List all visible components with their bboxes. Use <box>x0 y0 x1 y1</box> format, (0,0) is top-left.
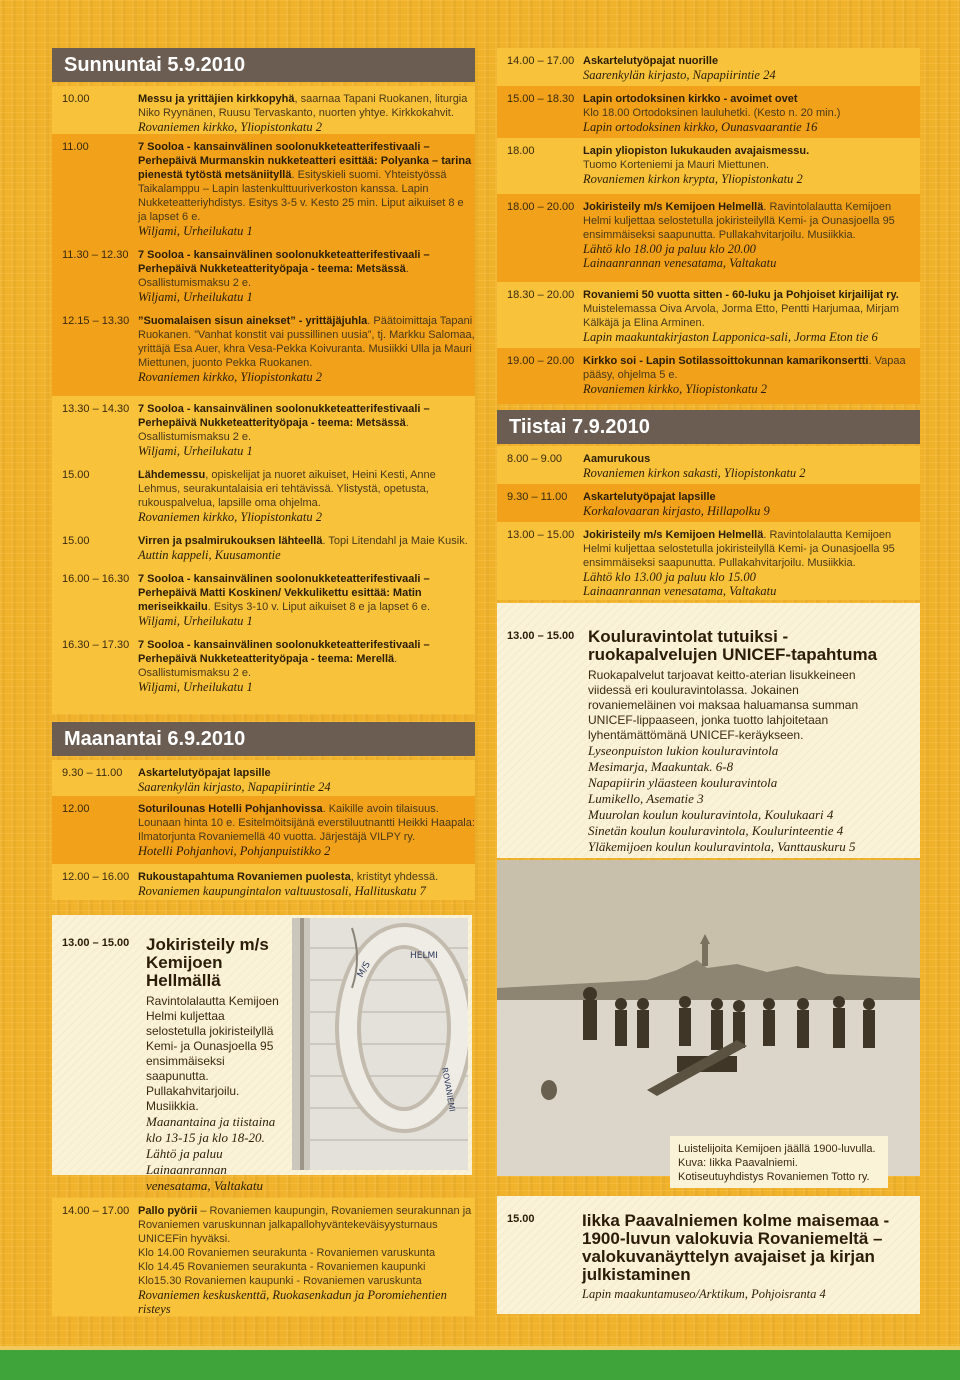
event-place: Wiljami, Urheilukatu 1 <box>138 224 253 238</box>
event-time: 19.00 – 20.00 <box>507 355 575 367</box>
unicef-place: Yläkemijoen koulun kouluravintola, Vanttauskuru 5 <box>588 839 856 854</box>
sunday-heading: Sunnuntai 5.9.2010 <box>52 48 475 82</box>
event-place: Rovaniemen kirkko, Yliopistonkatu 2 <box>138 370 322 384</box>
unicef-text <box>588 628 888 855</box>
event-desc: . Osallistumismaksu 2 e. <box>138 263 409 289</box>
event-time: 18.00 <box>507 145 535 157</box>
event-time: 13.00 – 15.00 <box>507 529 575 541</box>
lifebuoy-illustration <box>292 918 468 1170</box>
event-time: 12.00 – 16.00 <box>62 871 130 883</box>
event-desc: . Osallistumismaksu 2 e. <box>138 653 398 679</box>
event-place: Wiljami, Urheilukatu 1 <box>138 444 253 458</box>
historic-skaters-photo <box>497 860 920 1176</box>
right-section-1 <box>497 48 920 86</box>
event-title: 7 Sooloa - kansainvälinen soolonukketeatterifestivaali – Perhepäivä Nukketeatterityöpaja - teema: Metsässä <box>138 403 430 429</box>
event-item <box>52 248 475 304</box>
unicef-place: Sinetän koulun kouluravintola, Koulurinteentie 4 <box>588 823 844 838</box>
sunday-section-3 <box>52 396 475 714</box>
event-title: Jokiristeily m/s Kemijoen Helmellä <box>583 529 764 541</box>
event-item <box>497 528 920 598</box>
event-place: Korkalovaaran kirjasto, Hillapolku 9 <box>583 504 770 518</box>
event-title: Rukoustapahtuma Rovaniemen puolesta <box>138 871 351 883</box>
unicef-place: Mesimarja, Maakuntak. 6-8 <box>588 759 734 774</box>
event-item <box>52 870 475 898</box>
event-time: 14.00 – 17.00 <box>62 1205 130 1217</box>
event-item <box>497 92 920 134</box>
event-place: Rovaniemen kirkon krypta, Yliopistonkatu 2 <box>583 172 803 186</box>
event-title: Messu ja yrittäjien kirkkopyhä <box>138 93 295 105</box>
cruise-place: Maanantaina ja tiistaina klo 13-15 ja klo 18-20. Lähtö ja paluu Lainaanrannan venesatama, Valtakatu <box>146 1114 276 1193</box>
event-place: Rovaniemen kirkon sakasti, Yliopistonkatu 2 <box>583 466 806 480</box>
right-section-4 <box>497 194 920 282</box>
event-desc: . Topi Litendahl ja Maie Kusik. <box>322 535 468 547</box>
event-time: 8.00 – 9.00 <box>507 453 563 465</box>
event-place: Rovaniemen kirkko, Yliopistonkatu 2 <box>138 120 322 134</box>
event-desc: . Osallistumismaksu 2 e. <box>138 417 409 443</box>
event-time: 15.00 <box>62 469 90 481</box>
monday-section-1 <box>52 760 475 796</box>
exhibition-place: Lapin maakuntamuseo/Arktikum, Pohjoisranta 4 <box>582 1287 826 1301</box>
event-time: 11.30 – 12.30 <box>62 249 129 261</box>
event-title: Rovaniemi 50 vuotta sitten - 60-luku ja Pohjoiset kirjailijat ry. <box>583 289 899 301</box>
event-desc: . Päätoimittaja Tapani Ruokanen. ”Vanhat konstit vai pussillinen uusia”, tj. Markku Salomaa, yrittäjä Esa Auer, khra Vesa-Pekka Koivuranta. Musiikki Ulla ja Mauri Miettunen, juonto Pekka Ruokanen. <box>138 315 475 369</box>
event-desc: Muistelemassa Oiva Arvola, Jorma Etto, Pentti Harjumaa, Mirjam Kälkäjä ja Elina Arminen. <box>583 303 900 329</box>
event-time: 10.00 <box>62 93 90 105</box>
right-section-2 <box>497 86 920 138</box>
event-title: 7 Sooloa - kansainvälinen soolonukketeatterifestivaali – Perhepäivä Nukketeatterityöpaja - teema: Metsässä <box>138 249 430 275</box>
event-item <box>497 288 920 344</box>
event-title: Lapin ortodoksinen kirkko - avoimet ovet <box>583 93 798 105</box>
event-item <box>497 200 920 270</box>
exhibition-text <box>582 1212 892 1302</box>
event-title: 7 Sooloa - kansainvälinen soolonukketeatterifestivaali – Perhepäivä Matti Koskinen/ Vekkulikettu esittää: Matin meriseikkailu <box>138 573 430 613</box>
event-item <box>52 402 475 458</box>
right-section-6 <box>497 348 920 404</box>
event-place: Lapin maakuntakirjaston Lapponica-sali, Jorma Eton tie 6 <box>583 330 878 344</box>
tuesday-section-2 <box>497 484 920 522</box>
bottom-green-stripe <box>0 1350 960 1380</box>
event-time: 15.00 – 18.30 <box>507 93 575 105</box>
svg-text:M/S: M/S <box>355 960 373 980</box>
event-desc: Tuomo Korteniemi ja Mauri Miettunen. <box>583 159 770 171</box>
unicef-place: Napapiirin yläasteen kouluravintola <box>588 775 778 790</box>
event-desc: Klo 18.00 Ortodoksinen lauluhetki. (Kesto n. 20 min.) <box>583 107 841 119</box>
event-time: 13.30 – 14.30 <box>62 403 130 415</box>
event-time: 18.30 – 20.00 <box>507 289 575 301</box>
event-place: Rovaniemen kirkko, Yliopistonkatu 2 <box>138 510 322 524</box>
event-item <box>52 1204 475 1316</box>
event-place: Rovaniemen kirkko, Yliopistonkatu 2 <box>583 382 767 396</box>
event-desc: , saarnaa Tapani Ruokanen, liturgia Niko Ryynänen, Ruusu Tervaskanto, nuorten yhtye. Kirkkokahvit. <box>138 93 468 119</box>
event-title: 7 Sooloa - kansainvälinen soolonukketeatterifestivaali – Perhepäivä Murmanskin nukketeatteri esittää: Polyanka – tarina pienestä tytöstä metsäniityllä <box>138 141 472 181</box>
event-item <box>497 54 920 82</box>
tuesday-heading: Tiistai 7.9.2010 <box>497 410 920 444</box>
event-place: Lapin ortodoksinen kirkko, Ounasvaarantie 16 <box>583 120 818 134</box>
event-item <box>497 354 920 396</box>
event-place: Hotelli Pohjanhovi, Pohjanpuistikko 2 <box>138 844 331 858</box>
event-time: 15.00 <box>62 535 90 547</box>
event-item <box>52 314 475 384</box>
event-title: Askartelutyöpajat nuorille <box>583 55 719 67</box>
event-desc: . Kaikille avoin tilaisuus. Lounaan hinta 10 e. Esitelmöitsijänä everstiluutnantti Heikki Haapala: Ilmatorjunta Rovaniemellä 40 vuotta. Järjestäjä VILPY ry. <box>138 803 475 843</box>
cruise-body: Ravintolalautta Kemijoen Helmi kuljettaa selostetulla jokiristeilyllä Kemi- ja Ounasjoella 95 ensimmäiseksi saapunutta. Pullakahvitarjoilu. Musiikkia. <box>146 994 279 1113</box>
monday-section-4 <box>52 1198 475 1316</box>
event-item <box>52 766 475 794</box>
event-desc: . Vapaa pääsy, ohjelma 5 e. <box>583 355 906 381</box>
event-item <box>497 490 920 518</box>
event-place-2: Lainaanrannan venesatama, Valtakatu <box>583 584 777 598</box>
event-item <box>52 802 475 858</box>
event-title: Askartelutyöpajat lapsille <box>138 767 271 779</box>
event-place: Rovaniemen keskuskenttä, Ruokasenkadun ja Poromiehentien risteys <box>138 1288 447 1316</box>
event-item <box>52 572 475 628</box>
event-item <box>497 144 920 186</box>
unicef-body: Ruokapalvelut tarjoavat keitto-aterian lisukkeineen viidessä eri kouluravintolassa. Jokainen rovaniemeläinen voi maksaa haluamansa summan UNICEF-lippaaseen, jonka tuotto lahjoitetaan lyhentämättömänä UNICEF-keräykseen. <box>588 668 859 742</box>
unicef-title: Kouluravintolat tutuiksi - ruokapalvelujen UNICEF-tapahtuma <box>588 627 878 664</box>
match-line: Klo15.30 Rovaniemen kaupunki - Rovaniemen varuskunta <box>138 1275 422 1287</box>
event-place: Saarenkylän kirjasto, Napapiirintie 24 <box>583 68 776 82</box>
event-item <box>52 140 475 238</box>
event-desc: . Esityskieli suomi. Yhteistyössä Taikalamppu – Lapin lastenkulttuuriverkoston kanssa. Lapin Nukketeatteriyhdistys. Esitys 3-5 v. Kesto 25 min. Liput aikuiset 8 e ja lapset 6 e. <box>138 169 464 223</box>
event-title: Lapin yliopiston lukukauden avajaismessu. <box>583 145 810 157</box>
event-time: 14.00 – 17.00 <box>507 55 575 67</box>
event-title: Soturilounas Hotelli Pohjanhovissa <box>138 803 323 815</box>
event-item <box>52 92 475 134</box>
event-item <box>52 534 475 562</box>
event-title: Jokiristeily m/s Kemijoen Helmellä <box>583 201 764 213</box>
monday-heading: Maanantai 6.9.2010 <box>52 722 475 756</box>
event-desc: . Esitys 3-10 v. Liput aikuiset 8 e ja lapset 6 e. <box>207 601 431 613</box>
photo-caption: Luistelijoita Kemijoen jäällä 1900-luvulla. Kuva: Iikka Paavalniemi. Kotiseutuyhdistys Rovaniemen Totto ry. <box>670 1136 888 1188</box>
monday-section-2 <box>52 796 475 864</box>
unicef-place: Lumikello, Asematie 3 <box>588 791 704 806</box>
exhibition-time: 15.00 <box>507 1213 535 1225</box>
event-title: Lähdemessu <box>138 469 206 481</box>
event-desc: . Ravintolalautta Kemijoen Helmi kuljettaa selostetulla jokiristeilyllä Kemi- ja Ounasjoella 95 ensimmäiseksi saapunutta. Pullakahvitarjoilu. Musiikkia. <box>583 529 895 569</box>
event-item <box>497 452 920 480</box>
event-place-2: Lainaanrannan venesatama, Valtakatu <box>583 256 777 270</box>
event-title: 7 Sooloa - kansainvälinen soolonukketeatterifestivaali – Perhepäivä Nukketeatterityöpaja - teema: Merellä <box>138 639 430 665</box>
event-place: Lähtö klo 18.00 ja paluu klo 20.00 <box>583 242 756 256</box>
event-title: Kirkko soi - Lapin Sotilassoittokunnan kamarikonsertti <box>583 355 869 367</box>
event-desc: . Ravintolalautta Kemijoen Helmi kuljettaa selostetulla jokiristeilyllä Kemi- ja Ounasjoella 95 ensimmäiseksi saapunutta. Pullakahvitarjoilu. Musiikkia. <box>583 201 895 241</box>
event-time: 18.00 – 20.00 <box>507 201 575 213</box>
match-line: Klo 14.00 Rovaniemen seurakunta - Rovaniemen varuskunta <box>138 1247 436 1259</box>
event-item <box>52 638 475 694</box>
match-line: Klo 14.45 Rovaniemen seurakunta - Rovaniemen kaupunki <box>138 1261 426 1273</box>
event-item <box>52 468 475 524</box>
event-time: 12.15 – 13.30 <box>62 315 130 327</box>
lifebuoy-photo <box>292 918 468 1170</box>
svg-text:ROVANIEMI: ROVANIEMI <box>440 1066 457 1113</box>
right-section-3 <box>497 138 920 194</box>
event-time: 16.00 – 16.30 <box>62 573 130 585</box>
unicef-place: Muurolan koulun kouluravintola, Koulukaari 4 <box>588 807 834 822</box>
event-place: Auttin kappeli, Kuusamontie <box>138 548 281 562</box>
unicef-time: 13.00 – 15.00 <box>507 630 575 642</box>
tuesday-section-3 <box>497 522 920 600</box>
event-title: Pallo pyörii <box>138 1205 198 1217</box>
event-time: 12.00 <box>62 803 90 815</box>
unicef-place: Lyseonpuiston lukion kouluravintola <box>588 743 779 758</box>
cruise-time: 13.00 – 15.00 <box>62 937 130 949</box>
cruise-text <box>146 936 282 1194</box>
event-place: Rovaniemen kaupungintalon valtuustosali, Hallituskatu 7 <box>138 884 426 898</box>
event-place: Wiljami, Urheilukatu 1 <box>138 614 253 628</box>
svg-text:HELMI: HELMI <box>410 951 438 961</box>
event-time: 16.30 – 17.30 <box>62 639 130 651</box>
right-section-5 <box>497 282 920 348</box>
sunday-section-1 <box>52 86 475 134</box>
event-place: Wiljami, Urheilukatu 1 <box>138 680 253 694</box>
event-place: Saarenkylän kirjasto, Napapiirintie 24 <box>138 780 331 794</box>
event-place: Lähtö klo 13.00 ja paluu klo 15.00 <box>583 570 756 584</box>
cruise-title: Jokiristeily m/s Kemijoen Hellmällä <box>146 935 269 990</box>
monday-section-3 <box>52 864 475 900</box>
event-desc: – Rovaniemen kaupungin, Rovaniemen seurakunnan ja Rovaniemen varuskunnan jalkapallohyväntekeväisyysturnaus UNICEFin hyväksi. <box>138 1205 472 1245</box>
sunday-section-2 <box>52 134 475 396</box>
event-desc: , opiskelijat ja nuoret aikuiset, Heini Kesti, Anne Lehmus, seurakuntalaisia eri tehtävissä. Ylistystä, opetusta, rukouspalvelua, lapsille oma ohjelma. <box>138 469 436 509</box>
skaters-illustration <box>497 860 920 1176</box>
event-title: Askartelutyöpajat lapsille <box>583 491 716 503</box>
event-time: 9.30 – 11.00 <box>507 491 568 503</box>
tuesday-section-1 <box>497 446 920 484</box>
event-title: Aamurukous <box>583 453 651 465</box>
event-title: Virren ja psalmirukouksen lähteellä <box>138 535 323 547</box>
exhibition-title: Iikka Paavalniemen kolme maisemaa - 1900-luvun valokuvia Rovaniemeltä – valokuvanäyttelyn avajaiset ja kirjan julkistaminen <box>582 1211 890 1284</box>
event-title: ”Suomalaisen sisun ainekset” - yrittäjäjuhla <box>138 315 368 327</box>
event-desc: , kristityt yhdessä. <box>350 871 439 883</box>
event-place: Wiljami, Urheilukatu 1 <box>138 290 253 304</box>
event-time: 11.00 <box>62 141 89 153</box>
event-time: 9.30 – 11.00 <box>62 767 123 779</box>
